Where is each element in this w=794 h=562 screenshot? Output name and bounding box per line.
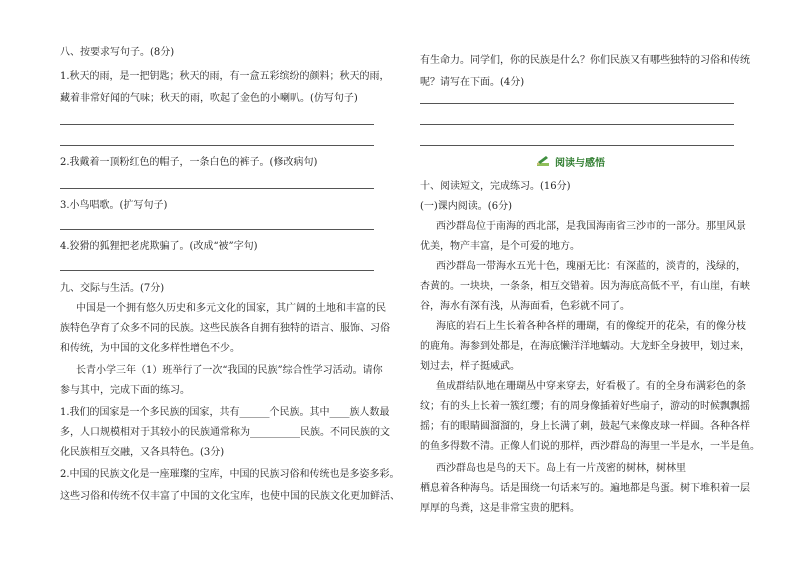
reading-p4-line4: 的鱼多得数不清。正像人们说的那样，西沙群岛的海里一半是水，一半是鱼。	[420, 441, 760, 452]
reading-p3-line2: 的鹿角。海参到处都是，在海底懒洋洋地蠕动。大龙虾全身披甲，划过来，	[420, 341, 750, 352]
question-8-3: 3.小鸟唱歌。(扩写句子)	[60, 200, 168, 211]
answer-line[interactable]	[420, 124, 734, 125]
question-8-2: 2.我戴着一顶粉红色的帽子，一条白色的裤子。(修改病句)	[60, 157, 318, 168]
pencil-icon	[536, 155, 550, 167]
answer-line[interactable]	[60, 145, 374, 146]
question-9-1-line3: 化民族相互交融，又各具特色。(3分)	[60, 447, 225, 458]
question-8-4: 4.狡猾的狐狸把老虎欺骗了。(改成“被”字句)	[60, 241, 258, 252]
passage-1-line3: 和传统，为中国的文化多样性增色不少。	[60, 343, 240, 354]
question-9-2-line2: 这些习俗和传统不仅丰富了中国的文化宝库，也使中国的民族文化更加鲜活、	[60, 491, 400, 502]
continued-line1: 有生命力。同学们，你的民族是什么？你们民族又有哪些独特的习俗和传统	[420, 55, 750, 66]
reading-p2-line2: 杏黄的。一块块，一条条，相互交错着。因为海底高低不平，有山崖，有峡	[420, 281, 750, 292]
section-heading-text: 阅读与感悟	[555, 157, 605, 169]
reading-p3-line1: 海底的岩石上生长着各种各样的珊瑚，有的像绽开的花朵，有的像分枝	[436, 321, 746, 332]
answer-line[interactable]	[60, 124, 374, 125]
answer-line[interactable]	[60, 270, 374, 271]
question-8-1-line2: 藏着非常好闻的气味；秋天的雨，吹起了金色的小喇叭。(仿写句子)	[60, 93, 358, 104]
subsection-1-title: (一)课内阅读。(6分)	[420, 201, 512, 212]
question-9-1-line1: 1.我们的国家是一个多民族的国家，共有______个民族。其中____族人数最	[60, 407, 390, 418]
reading-p5-line1: 西沙群岛也是鸟的天下。岛上有一片茂密的树林，树林里	[436, 463, 686, 474]
reading-p3-line3: 划过去，样子挺威武。	[420, 361, 520, 372]
reading-p5-line2: 栖息着各种海鸟。话是围绕一句话来写的。遍地都是鸟蛋。树下堆积着一层	[420, 483, 750, 494]
passage-1-line2: 族特色孕育了众多不同的民族。这些民族各自拥有独特的语言、服饰、习俗	[60, 323, 390, 334]
question-9-2-line1: 2.中国的民族文化是一座璀璨的宝库，中国的民族习俗和传统也是多姿多彩。	[60, 469, 400, 480]
reading-p4-line3: 摇；有的眼睛圆溜溜的，身上长满了刺，鼓起气来像皮球一样圆。各种各样	[420, 421, 750, 432]
passage-2-line1: 长青小学三年（1）班举行了一次“我国的民族”综合性学习活动。请你	[76, 365, 383, 376]
continued-line2: 呢？请写在下面。(4分)	[420, 77, 525, 88]
reading-p2-line3: 谷，海水有深有浅，从海面看，色彩就不同了。	[420, 301, 630, 312]
section-9-title: 九、交际与生活。(7分)	[60, 283, 165, 294]
section-heading	[536, 154, 605, 168]
reading-p4-line2: 纹；有的头上长着一簇红缨；有的周身像插着好些扇子，游动的时候飘飘摇	[420, 401, 750, 412]
reading-p2-line1: 西沙群岛一带海水五光十色，瑰丽无比：有深蓝的，淡青的，浅绿的，	[436, 261, 746, 272]
answer-line[interactable]	[420, 145, 734, 146]
passage-2-line2: 参与其中，完成下面的练习。	[60, 385, 190, 396]
section-10-title: 十、阅读短文，完成练习。(16分)	[420, 181, 571, 192]
reading-p1-line2: 优美，物产丰富，是个可爱的地方。	[420, 241, 580, 252]
answer-line[interactable]	[60, 229, 374, 230]
reading-p1-line1: 西沙群岛位于南海的西北部，是我国海南省三沙市的一部分。那里风景	[436, 221, 746, 232]
answer-line[interactable]	[60, 188, 374, 189]
reading-p4-line1: 鱼成群结队地在珊瑚丛中穿来穿去，好看极了。有的全身布满彩色的条	[436, 381, 746, 392]
section-8-title: 八、按要求写句子。(8分)	[60, 47, 175, 58]
question-8-1-line1: 1.秋天的雨，是一把钥匙；秋天的雨，有一盒五彩缤纷的颜料；秋天的雨，	[60, 71, 390, 82]
question-9-1-line2: 多，人口规模相对于其较小的民族通常称为__________民族。不同民族的文	[60, 427, 390, 438]
reading-p5-line3: 厚厚的鸟粪，这是非常宝贵的肥料。	[420, 503, 580, 514]
answer-line[interactable]	[420, 103, 734, 104]
passage-1-line1: 中国是一个拥有悠久历史和多元文化的国家，其广阔的土地和丰富的民	[76, 303, 386, 314]
